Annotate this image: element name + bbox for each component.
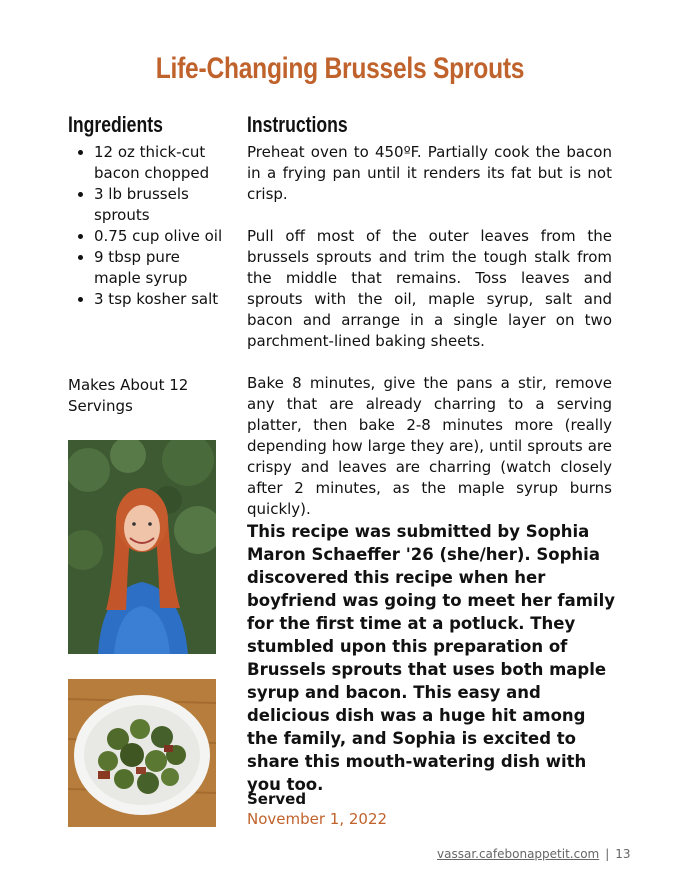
submission-note: This recipe was submitted by Sophia Maron Schaeffer '26 (she/her). Sophia discovered this recipe when her boyfriend was going to meet her family for the first time at a potluck. They stumbled upon this preparation of Brussels sprouts that uses both maple syrup and bacon. This easy and delicious dish was a huge hit among the family, and Sophia is excited to share this mouth-watering dish with you too.: [247, 522, 615, 794]
footer-separator: |: [605, 847, 610, 861]
dish-photo-image: [68, 679, 216, 827]
ingredient-item: • 9 tbsp pure maple syrup: [94, 247, 228, 289]
ingredient-item: • 12 oz thick-cut bacon chopped: [94, 142, 228, 184]
instruction-step: Pull off most of the outer leaves from the brussels sprouts and trim the tough stalk from the middle that remains. Toss leaves and sprouts with the oil, maple syrup, salt and bacon and arrange in a single layer on two parchment-lined baking sheets.: [247, 227, 612, 350]
contributor-photo-image: [68, 440, 216, 654]
servings-text: Makes About 12 Servings: [68, 376, 189, 415]
instruction-step: Bake 8 minutes, give the pans a stir, remove any that are already charring to a serving platter, then bake 2-8 minutes more (really depending how large they are), until sprouts are crispy and leaves are charring (watch closely after 2 minutes, as the maple syrup burns quickly).: [247, 374, 612, 518]
page-title: Life-Changing Brussels Sprouts: [155, 52, 525, 85]
instructions-heading: Instructions: [247, 112, 348, 137]
served-label: Served: [247, 790, 307, 808]
page-footer: [437, 846, 631, 862]
website-link[interactable]: vassar.cafebonappetit.com: [437, 847, 600, 861]
ingredient-item: • 3 lb brussels sprouts: [94, 184, 228, 226]
contributor-photo: [68, 440, 216, 654]
page-number: 13: [615, 847, 631, 861]
ingredients-heading: Ingredients: [68, 112, 163, 137]
ingredients-list: [68, 142, 228, 310]
instruction-step: Preheat oven to 450ºF. Partially cook the bacon in a frying pan until it renders its fat but is not crisp.: [247, 143, 612, 203]
instructions-body: [247, 142, 612, 541]
ingredient-item: • 3 tsp kosher salt: [94, 289, 228, 310]
dish-photo: [68, 679, 216, 827]
served-date: November 1, 2022: [247, 810, 388, 828]
ingredient-item: • 0.75 cup olive oil: [94, 226, 228, 247]
